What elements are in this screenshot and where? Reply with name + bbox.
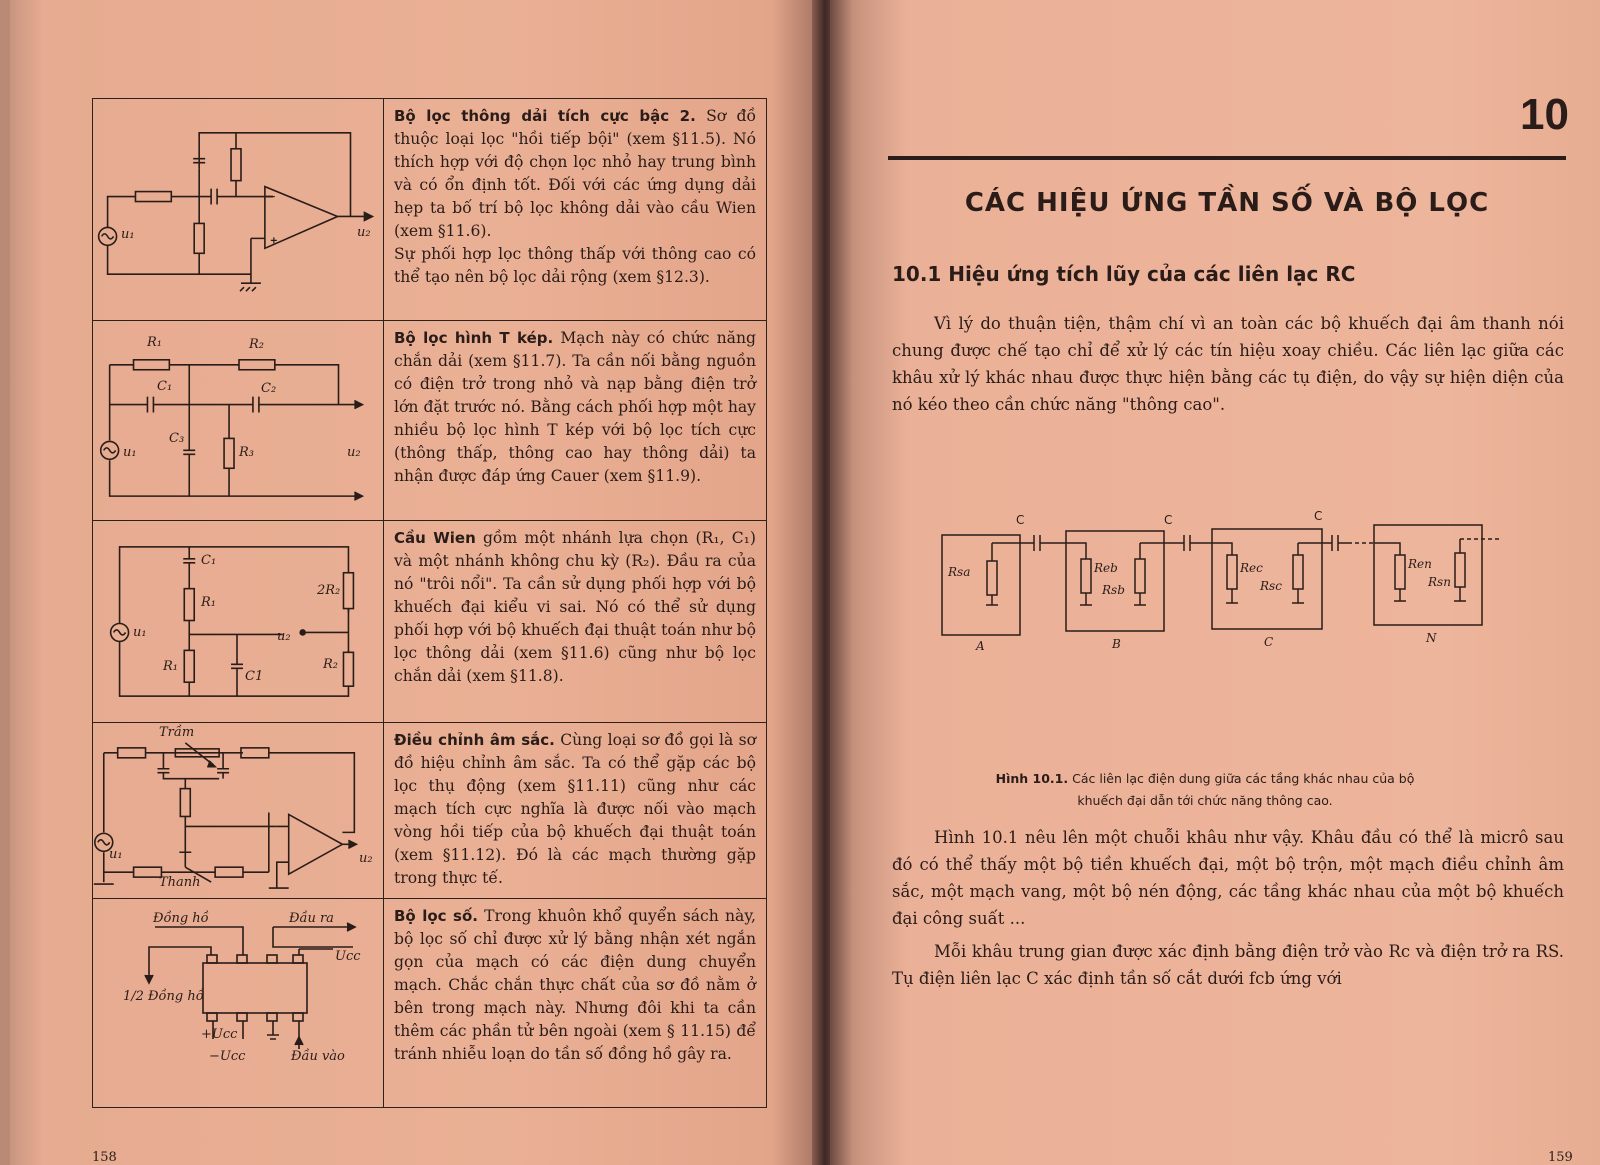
row-body: Mạch này có chức năng chắn dải (xem §11.7). Ta cần nối bằng nguồn có điện trở trong nhỏ và nạp bằng điện trở lớn đặt trước nó. Bằng cách phối hợp một hay nhiều bộ lọc hình T kép với bộ lọc tích cực (thông thấp, thông cao hay thông dải) ta nhận được đáp ứng Cauer (xem §11.9). [394, 329, 757, 485]
wien-bridge-diagram [93, 521, 383, 722]
twin-t-circuit-diagram [93, 321, 383, 520]
r2-label: R₂ [323, 657, 338, 672]
row-title: Cầu Wien [394, 529, 476, 547]
paragraph-2 [892, 824, 1564, 992]
left-page-number: 158 [92, 1150, 117, 1165]
u1-label: u₁ [133, 625, 147, 640]
r1-lower-label: R₁ [163, 659, 178, 674]
row-text [384, 321, 766, 520]
row-text [384, 99, 766, 320]
c1-label: C₁ [157, 379, 173, 394]
u2-label: u₂ [277, 629, 291, 644]
half-clock-label: 1/2 Đồng hồ [123, 989, 204, 1004]
resistor-label-rsa: Rsa [948, 565, 971, 579]
row-text [384, 521, 766, 722]
ucc-label: Ucc [335, 949, 361, 964]
u1-label: u₁ [109, 847, 123, 862]
wien-bridge-figure [93, 521, 384, 722]
cap-label-2: C [1164, 513, 1173, 527]
row-body: Trong khuôn khổ quyển sách này, bộ lọc số chỉ được xử lý bằng nhận xét ngắn gọn của mạch có các điện dung chuyển mạch. Chắc chắn thực chất của sơ đồ nằm ở bên trong mạch này. Nhưng đôi khi ta cần thêm các phần tử bên ngoài (xem § 11.15) để tránh nhiễu loạn do tần số đồng hồ gây ra. [394, 907, 757, 1063]
row-body-2: Sự phối hợp lọc thông thấp với thông cao có thể tạo nên bộ lọc dải rộng (xem §12.3). [394, 245, 756, 286]
right-page-number: 159 [1548, 1150, 1573, 1165]
paragraph-3-text: Mỗi khâu trung gian được xác định bằng điện trở vào Rc và điện trở ra RS. Tụ điện liên lạc C xác định tần số cắt dưới fcb ứng với [892, 942, 1564, 988]
tone-control-diagram [93, 723, 383, 898]
stage-label-n: N [1426, 631, 1437, 645]
r1-label: R₁ [201, 595, 216, 610]
2r2-label: 2R₂ [317, 583, 341, 598]
plus-ucc-label: +Ucc [201, 1027, 238, 1042]
row-text [384, 899, 766, 1107]
row-title: Bộ lọc thông dải tích cực bậc 2. [394, 107, 696, 125]
row-title: Bộ lọc hình T kép. [394, 329, 554, 347]
u2-label: u₂ [359, 851, 373, 866]
resistor-label-rec: Rec [1240, 561, 1263, 575]
stage-label-a: A [976, 639, 985, 653]
r3-label: R₃ [239, 445, 254, 460]
paragraph-1 [892, 310, 1564, 418]
cap-label-1: C [1016, 513, 1025, 527]
paragraph-2-text: Hình 10.1 nêu lên một chuỗi khâu như vậy. Khâu đầu có thể là micrô sau đó có thể thấy một bộ tiền khuếch đại, một bộ trộn, một mạch điều chỉnh âm sắc, một mạch vang, một bộ nén động, các tầng khác nhau của một bộ khuếch đại công suất ... [892, 828, 1564, 928]
clock-label: Đồng hồ [153, 911, 209, 926]
r1-label: R₁ [147, 335, 162, 350]
figure-caption [975, 768, 1435, 812]
stage-label-b: B [1112, 637, 1121, 651]
bandpass-circuit-figure [93, 99, 384, 320]
c3-label: C₃ [169, 431, 185, 446]
resistor-label-ren: Ren [1408, 557, 1432, 571]
stage-label-c: C [1264, 635, 1274, 649]
figure-10-1 [930, 509, 1520, 675]
c1-lower-label: C1 [245, 669, 264, 684]
row-title: Điều chỉnh âm sắc. [394, 731, 555, 749]
table-row [93, 321, 766, 521]
treble-label: Thanh [159, 875, 201, 890]
table-row [93, 723, 766, 899]
c1-label: C₁ [201, 553, 217, 568]
tone-control-figure [93, 723, 384, 898]
twin-t-figure [93, 321, 384, 520]
bandpass-circuit-diagram [93, 99, 383, 320]
input-label: Đầu vào [291, 1049, 345, 1064]
filter-table [92, 98, 767, 1108]
digital-filter-figure [93, 899, 384, 1107]
resistor-label-rsb: Rsb [1102, 583, 1125, 597]
u1-label: u₁ [121, 227, 135, 242]
resistor-label-reb: Reb [1094, 561, 1118, 575]
paragraph-1-text: Vì lý do thuận tiện, thậm chí vì an toàn các bộ khuếch đại âm thanh nói chung được chế tạo chỉ để xử lý các tín hiệu xoay chiều. Các liên lạc giữa các khâu xử lý khác nhau được thực hiện bằng các tụ điện, do vậy sự hiện diện của nó kéo theo cần chức năng "thông cao". [892, 314, 1564, 414]
c2-label: C₂ [261, 381, 277, 396]
output-label: Đầu ra [289, 911, 334, 926]
row-body: Cùng loại sơ đồ gọi là sơ đồ hiệu chỉnh âm sắc. Ta có thể gặp các bộ lọc thụ động (xem §11.11) cũng như các mạch tích cực nghĩa là được nối vào mạch vòng hồi tiếp của bộ khuếch đại thuật toán (xem §11.12). Đó là các mạch thường gặp trong thực tế. [394, 731, 756, 887]
r2-label: R₂ [249, 337, 264, 352]
u1-label: u₁ [123, 445, 137, 460]
row-body: gồm một nhánh lựa chọn (R₁, C₁) và một nhánh không chu kỳ (R₂). Đầu ra của nó "trôi nổi". Ta cần sử dụng phối hợp với bộ khuếch đại kiểu vi sai. Nó có thể sử dụng phối hợp với bộ khuếch đại thuật toán như bộ lọc thông dải (xem §11.6) cũng như bộ lọc chắn dải (xem §11.8). [394, 529, 756, 685]
u2-label: u₂ [357, 225, 371, 240]
table-row [93, 99, 766, 321]
bass-label: Trầm [159, 725, 195, 740]
row-text [384, 723, 766, 898]
table-row [93, 521, 766, 723]
resistor-label-rsn: Rsn [1428, 575, 1451, 589]
rc-coupling-diagram [930, 515, 1520, 675]
u2-label: u₂ [347, 445, 361, 460]
chapter-number: 10 [1520, 90, 1569, 139]
caption-label: Hình 10.1. [995, 771, 1069, 786]
row-title: Bộ lọc số. [394, 907, 478, 925]
section-title: 10.1 Hiệu ứng tích lũy của các liên lạc RC [892, 262, 1356, 286]
chapter-rule [888, 156, 1566, 160]
minus-ucc-label: −Ucc [209, 1049, 246, 1064]
caption-text: Các liên lạc điện dung giữa các tầng khác nhau của bộ khuếch đại dẫn tới chức năng thông cao. [1068, 771, 1415, 808]
row-body: Sơ đồ thuộc loại lọc "hồi tiếp bội" (xem §11.5). Nó thích hợp với độ chọn lọc nhỏ hay trung bình và có ổn định tốt. Đối với các ứng dụng dải hẹp ta bố trí bộ lọc không dải vào cầu Wien (xem §11.6). [394, 107, 756, 240]
chapter-title: CÁC HIỆU ỨNG TẦN SỐ VÀ BỘ LỌC [964, 188, 1490, 218]
cap-label-3: C [1314, 509, 1323, 523]
resistor-label-rsc: Rsc [1260, 579, 1282, 593]
table-row [93, 899, 766, 1107]
